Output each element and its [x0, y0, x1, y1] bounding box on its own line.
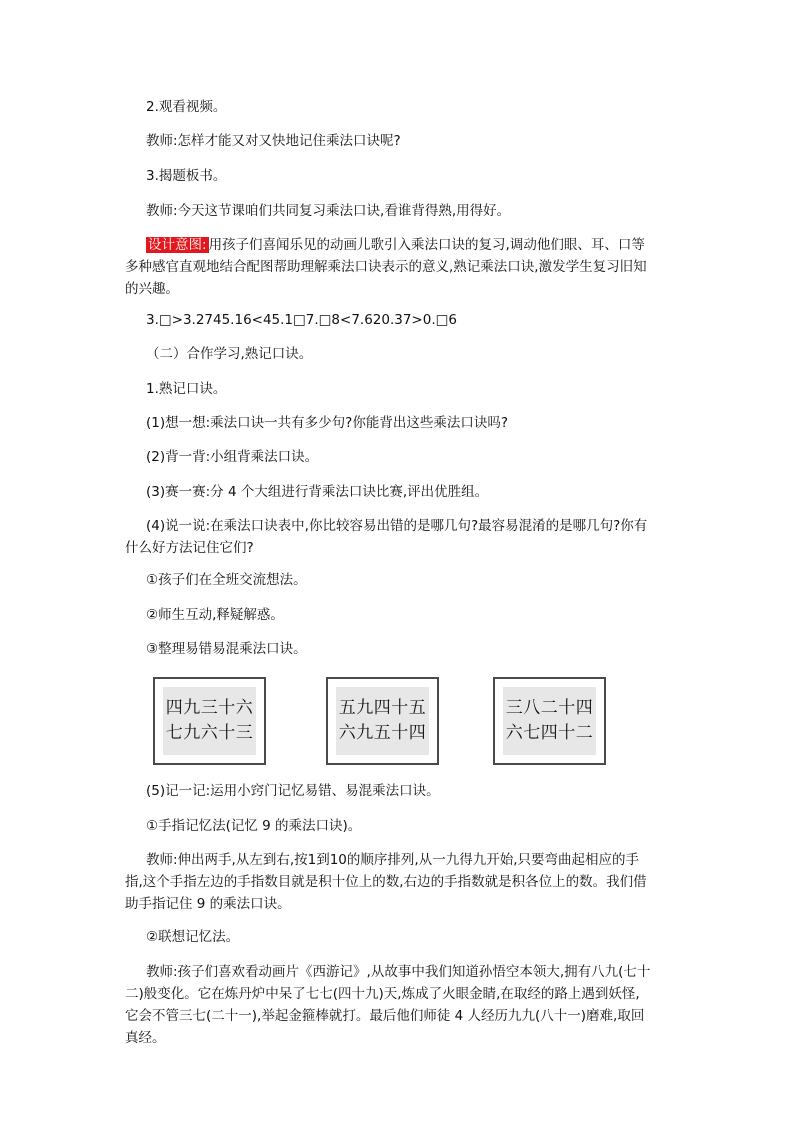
paragraph-think: (1)想一想:乘法口诀一共有多少句?你能背出这些乘法口诀吗?: [146, 415, 509, 431]
paragraph-finger-method: ①手指记忆法(记忆 9 的乘法口诀)。: [146, 818, 362, 834]
formula-line: 六九五十四: [338, 723, 427, 743]
paragraph-organize: ③整理易错易混乘法口诀。: [146, 641, 307, 657]
formula-line: 三八二十四: [505, 698, 594, 718]
paragraph-watch-video: 2.观看视频。: [146, 99, 227, 115]
formula-line: 七九六十三: [165, 723, 254, 743]
paragraph-discuss: (4)说一说:在乘法口诀表中,你比较容易出错的是哪几句?最容易混淆的是哪几句?你有什么好方法记住它们?: [125, 518, 648, 556]
paragraph-teacher-intro: 教师:今天这节课咱们共同复习乘法口诀,看谁背得熟,用得好。: [146, 203, 511, 219]
paragraph-remember: (5)记一记:运用小窍门记忆易错、易混乘法口诀。: [146, 783, 440, 799]
paragraph-reveal-title: 3.揭题板书。: [146, 168, 227, 184]
formula-line: 五九四十五: [338, 698, 427, 718]
paragraph-interact: ②师生互动,释疑解惑。: [146, 607, 284, 623]
design-intent-tag: 设计意图:: [148, 237, 207, 253]
paragraph-comparison-exercise: 3.□>3.2745.16<45.1□7.□8<7.620.37>0.□6: [146, 312, 457, 328]
formula-line: 四九三十六: [165, 698, 254, 718]
formula-box-3: [493, 677, 606, 765]
paragraph-journey-story: 教师:孩子们喜欢看动画片《西游记》,从故事中我们知道孙悟空本领大,拥有八九(七十二)般变化。它在炼丹炉中呆了七七(四十九)天,炼成了火眼金睛,在取经的路上遇到妖怪,它会不管三七(二十一),举起金箍棒就打。最后他们师徒 4 人经历九九(八十一)磨难,取回真经。: [125, 964, 651, 1046]
formula-box-1: [153, 677, 266, 765]
paragraph-section-heading: （二）合作学习,熟记口诀。: [146, 346, 313, 362]
paragraph-finger-explanation: 教师:伸出两手,从左到右,按1到10的顺序排列,从一九得九开始,只要弯曲起相应的手指,这个手指左边的手指数目就是积十位上的数,右边的手指数就是积各位上的数。我们借助手指记住 9 的乘法口诀。: [125, 852, 647, 912]
formula-line: 六七四十二: [505, 723, 594, 743]
paragraph-teacher-question: 教师:怎样才能又对又快地记住乘法口诀呢?: [146, 133, 401, 149]
formula-box-2: [326, 677, 439, 765]
multiplication-boxes: [0, 677, 794, 769]
paragraph-compete: (3)赛一赛:分 4 个大组进行背乘法口诀比赛,评出优胜组。: [146, 484, 489, 500]
paragraph-recite: (2)背一背:小组背乘法口诀。: [146, 449, 319, 465]
paragraph-design-intent: [125, 234, 651, 300]
paragraph-association-method: ②联想记忆法。: [146, 929, 240, 945]
paragraph-memorize: 1.熟记口诀。: [146, 381, 227, 397]
design-intent-text: 用孩子们喜闻乐见的动画儿歌引入乘法口诀的复习,调动他们眼、耳、口等多种感官直观地结合配图帮助理解乘法口诀表示的意义,熟记乘法口诀,激发学生复习旧知的兴趣。: [125, 237, 647, 297]
paragraph-share: ①孩子们在全班交流想法。: [146, 572, 307, 588]
